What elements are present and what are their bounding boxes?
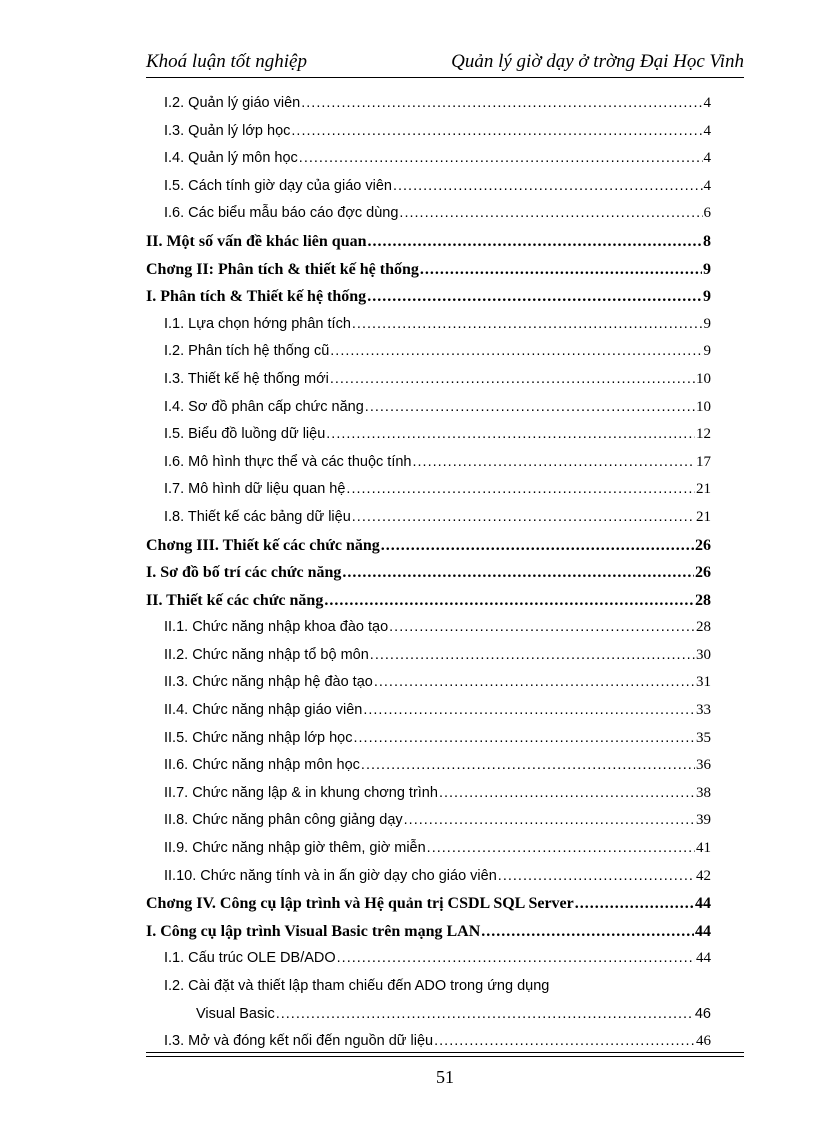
toc-entry-title: II.5. Chức năng nhập lớp học (164, 729, 353, 746)
toc-entry-page: 44 (695, 895, 711, 913)
toc-entry-subsection[interactable] (146, 697, 711, 725)
toc-entry-section[interactable] (146, 559, 711, 587)
toc-entry-title-line1[interactable]: I.2. Cài đặt và thiết lập tham chiếu đến ADO trong ứng dụng (164, 978, 550, 994)
toc-entry-subsection[interactable] (146, 118, 711, 146)
toc-entry-page: 17 (696, 453, 711, 470)
toc-entry-title-line2[interactable] (146, 1001, 711, 1029)
toc-entry-title: I.1. Lựa chọn hớng phân tích (164, 315, 351, 332)
toc-entry-section[interactable] (146, 532, 711, 560)
toc-dot-leader (412, 449, 695, 477)
toc-entry-section[interactable] (146, 890, 711, 918)
toc-entry-page: 35 (696, 729, 711, 746)
toc-entry-title: I. Công cụ lập trình Visual Basic trên mạng LAN (146, 922, 481, 940)
toc-entry-section[interactable] (146, 587, 711, 615)
toc-entry-page: 4 (703, 150, 711, 167)
toc-entry-title: II.10. Chức năng tính và in ấn giờ dạy cho giáo viên (164, 867, 497, 884)
toc-entry-subsection[interactable] (146, 200, 711, 228)
toc-dot-leader (399, 200, 702, 228)
toc-entry-title: I.2. Quản lý giáo viên (164, 95, 301, 111)
toc-dot-leader (299, 145, 703, 173)
toc-dot-leader (354, 725, 696, 753)
toc-entry-title: I.6. Các biểu mẫu báo cáo đợc dùng (164, 205, 399, 222)
toc-entry-title: I.4. Quản lý môn học (164, 150, 298, 167)
toc-entry-title: Chơng IV. Công cụ lập trình và Hệ quản trị CSDL SQL Server (146, 895, 574, 913)
toc-dot-leader (404, 807, 695, 835)
toc-entry-subsection[interactable] (146, 945, 711, 973)
toc-entry-page: 26 (695, 536, 711, 554)
toc-entry-title: Chơng II: Phân tích & thiết kế hệ thống (146, 260, 419, 278)
toc-entry-subsection[interactable] (146, 173, 711, 201)
toc-entry-title: I.4. Sơ đồ phân cấp chức năng (164, 398, 364, 415)
toc-entry-page: 21 (696, 481, 711, 498)
toc-entry-title: I. Sơ đồ bố trí các chức năng (146, 564, 342, 582)
toc-entry-page: 31 (696, 674, 711, 691)
toc-dot-leader (381, 532, 694, 560)
toc-entry-title: II. Thiết kế các chức năng (146, 591, 324, 609)
toc-dot-leader (326, 421, 695, 449)
toc-entry-page: 38 (696, 784, 711, 801)
toc-entry-title: II.8. Chức năng phân công giảng dạy (164, 812, 403, 829)
toc-entry-page: 46 (696, 1033, 711, 1050)
toc-entry-page: 21 (696, 508, 711, 525)
toc-dot-leader (365, 394, 695, 422)
toc-dot-leader (324, 587, 694, 615)
toc-entry-page: 6 (703, 205, 711, 222)
toc-dot-leader (330, 366, 695, 394)
toc-entry-page: 33 (696, 702, 711, 719)
toc-dot-leader (301, 90, 702, 118)
toc-entry-title: I.6. Mô hình thực thể và các thuộc tính (164, 453, 412, 470)
header-left-title: Khoá luận tốt nghiệp (146, 51, 307, 72)
toc-entry-title: II.2. Chức năng nhập tổ bộ môn (164, 646, 369, 663)
toc-entry-title: II.3. Chức năng nhập hệ đào tạo (164, 674, 373, 691)
toc-entry-title: I.2. Phân tích hệ thống cũ (164, 343, 330, 360)
toc-entry-title: I.5. Biểu đồ luồng dữ liệu (164, 426, 326, 443)
header-right-title: Quản lý giờ dạy ở trờng Đại Học Vinh (451, 51, 744, 72)
toc-entry-subsection[interactable] (146, 614, 711, 642)
toc-entry-page: 10 (696, 370, 711, 387)
toc-entry-page: 44 (696, 950, 711, 967)
toc-entry-title: I.3. Thiết kế hệ thống mới (164, 370, 329, 387)
toc-dot-leader (276, 1001, 694, 1029)
toc-entry-subsection[interactable] (146, 863, 711, 891)
toc-dot-leader (498, 863, 695, 891)
toc-dot-leader (352, 504, 695, 532)
toc-entry-page: 28 (696, 619, 711, 636)
toc-entry-title: II.6. Chức năng nhập môn học (164, 757, 360, 774)
toc-entry-subsection[interactable] (146, 366, 711, 394)
toc-entry-title: II.4. Chức năng nhập giáo viên (164, 702, 363, 719)
toc-entry-page: 9 (703, 288, 711, 306)
toc-dot-leader (352, 311, 703, 339)
toc-entry-title: II.9. Chức năng nhập giờ thêm, giờ miễn (164, 840, 426, 857)
toc-entry-page: 42 (696, 867, 711, 884)
toc-entry-subsection[interactable] (146, 504, 711, 532)
toc-entry-page: 9 (703, 343, 711, 360)
toc-entry-title: I.8. Thiết kế các bảng dữ liệu (164, 508, 351, 525)
toc-entry-title: I.7. Mô hình dữ liệu quan hệ (164, 481, 346, 498)
toc-entry-page: 9 (703, 260, 711, 278)
toc-entry-title: Visual Basic (196, 1005, 275, 1022)
toc-entry-subsection[interactable] (146, 476, 711, 504)
toc-dot-leader (374, 669, 695, 697)
toc-entry-section[interactable] (146, 283, 711, 311)
toc-entry-subsection[interactable] (146, 752, 711, 780)
toc-entry-subsection[interactable] (146, 725, 711, 753)
toc-entry-subsection[interactable] (146, 780, 711, 808)
toc-entry-title: II.7. Chức năng lập & in khung chơng trình (164, 784, 438, 801)
toc-entry-title: Chơng III. Thiết kế các chức năng (146, 536, 380, 554)
toc-dot-leader (368, 228, 703, 256)
toc-dot-leader (361, 752, 695, 780)
toc-dot-leader (291, 118, 702, 146)
toc-entry-subsection[interactable] (146, 835, 711, 863)
toc-entry-page: 12 (696, 426, 711, 443)
toc-dot-leader (575, 890, 694, 918)
toc-dot-leader (367, 283, 702, 311)
toc-dot-leader (439, 780, 695, 808)
toc-dot-leader (330, 338, 702, 366)
toc-entry-page: 28 (695, 591, 711, 609)
toc-entry-page: 41 (696, 840, 711, 857)
toc-entry-page: 4 (703, 95, 711, 111)
toc-entry-subsection[interactable] (146, 421, 711, 449)
toc-dot-leader (481, 918, 694, 946)
toc-dot-leader (370, 642, 695, 670)
toc-entry-subsection[interactable] (146, 145, 711, 173)
toc-entry-page: 4 (703, 177, 711, 194)
toc-entry-title: II. Một số vấn đề khác liên quan (146, 232, 367, 250)
toc-dot-leader (427, 835, 695, 863)
toc-entry-title: I. Phân tích & Thiết kế hệ thống (146, 288, 367, 306)
toc-entry-section[interactable] (146, 228, 711, 256)
toc-entry-page: 39 (696, 812, 711, 829)
toc-entry-page: 36 (696, 757, 711, 774)
toc-entry-page: 30 (696, 646, 711, 663)
toc-entry-page: 9 (703, 315, 711, 332)
toc-entry-title: II.1. Chức năng nhập khoa đào tạo (164, 619, 389, 636)
toc-dot-leader (389, 614, 695, 642)
toc-dot-leader (337, 945, 695, 973)
toc-entry-page: 46 (694, 1005, 711, 1022)
toc-entry-page: 10 (696, 398, 711, 415)
page-number: 51 (436, 1067, 454, 1087)
toc-dot-leader (393, 173, 703, 201)
toc-entry-subsection[interactable] (146, 807, 711, 835)
toc-entry-page: 8 (703, 232, 711, 250)
toc-dot-leader (342, 559, 694, 587)
toc-entry-subsection[interactable] (146, 90, 711, 118)
toc-entry-subsection[interactable] (146, 394, 711, 422)
toc-entry-subsection[interactable] (146, 449, 711, 477)
table-of-contents (146, 90, 711, 1056)
footer-divider (146, 1052, 744, 1053)
toc-entry-page: 44 (695, 922, 711, 940)
toc-entry-section[interactable] (146, 918, 711, 946)
toc-entry-section[interactable] (146, 256, 711, 284)
toc-entry-title: I.3. Mở và đóng kết nối đến nguồn dữ liệu (164, 1033, 434, 1050)
toc-entry-page: 4 (703, 122, 711, 139)
toc-entry-subsection[interactable] (146, 338, 711, 366)
toc-entry-page: 26 (695, 564, 711, 582)
page-header (146, 51, 744, 78)
toc-entry-title: I.5. Cách tính giờ dạy của giáo viên (164, 177, 392, 194)
toc-entry-subsection[interactable] (146, 311, 711, 339)
toc-entry-title: I.3. Quản lý lớp học (164, 122, 291, 139)
footer-divider-thin (146, 1056, 744, 1057)
toc-entry-title: I.1. Cấu trúc OLE DB/ADO (164, 950, 336, 967)
toc-dot-leader (346, 476, 695, 504)
toc-dot-leader (363, 697, 695, 725)
toc-entry-subsection[interactable] (146, 642, 711, 670)
toc-entry-subsection[interactable] (146, 669, 711, 697)
toc-dot-leader (420, 256, 702, 284)
